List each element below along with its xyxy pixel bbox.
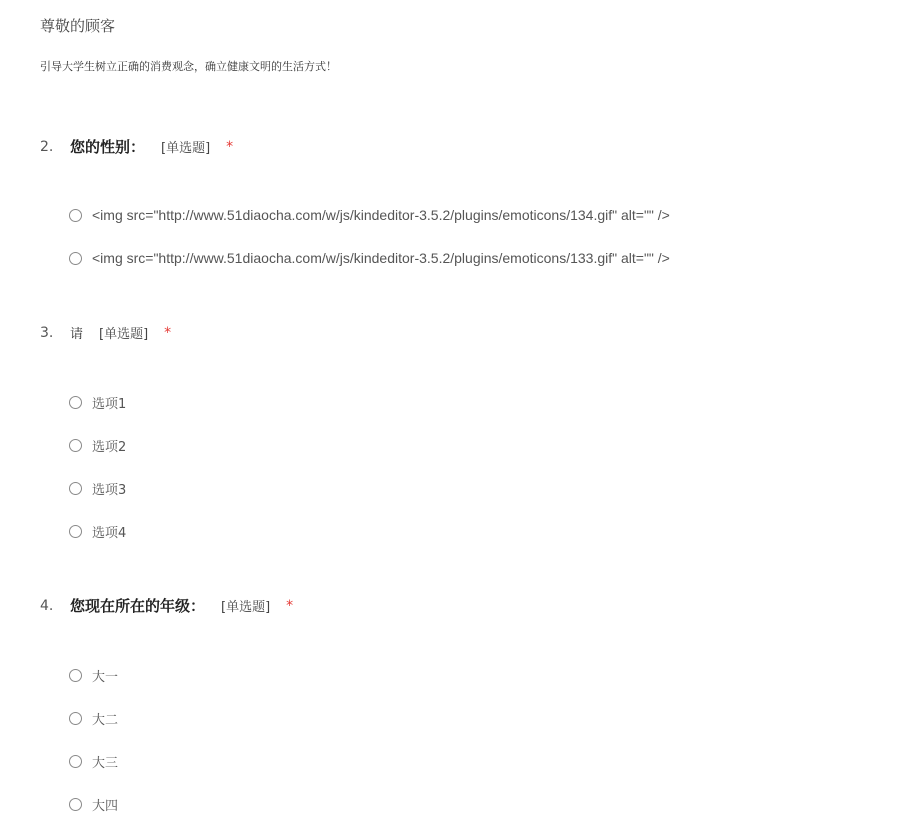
radio-button[interactable] (69, 209, 82, 222)
question-3-option-2[interactable] (69, 436, 126, 455)
option-label: <img src="http://www.51diaocha.com/w/js/kindeditor-3.5.2/plugins/emoticons/133.gif" alt="" /> (92, 250, 670, 266)
radio-button[interactable] (69, 482, 82, 495)
survey-intro: 引导大学生树立正确的消费观念，确立健康文明的生活方式！ (40, 60, 337, 73)
question-2-option-2[interactable] (69, 250, 670, 266)
option-label: <img src="http://www.51diaocha.com/w/js/kindeditor-3.5.2/plugins/emoticons/134.gif" alt="" /> (92, 207, 670, 223)
question-type-label: [单选题] (221, 600, 271, 615)
option-label: 选项4 (92, 526, 127, 541)
radio-button[interactable] (69, 525, 82, 538)
question-number: 2. (40, 138, 54, 155)
radio-button[interactable] (69, 755, 82, 768)
option-label: 大二 (92, 713, 119, 728)
option-label: 选项3 (92, 483, 127, 498)
required-mark: * (226, 138, 234, 155)
question-3-option-4[interactable] (69, 522, 126, 541)
radio-button[interactable] (69, 252, 82, 265)
question-4-option-2[interactable] (69, 709, 118, 728)
required-mark: * (164, 324, 172, 341)
question-number: 4. (40, 597, 54, 614)
radio-button[interactable] (69, 439, 82, 452)
radio-button[interactable] (69, 798, 82, 811)
survey-greeting: 尊敬的顾客 (40, 17, 116, 35)
option-label: 大三 (92, 756, 119, 771)
question-3-option-3[interactable] (69, 479, 126, 498)
option-label: 选项2 (92, 440, 127, 455)
question-2-header (40, 136, 233, 157)
option-label: 选项1 (92, 397, 127, 412)
question-type-label: [单选题] (161, 141, 211, 156)
question-3-header (40, 323, 171, 342)
question-4-option-3[interactable] (69, 752, 118, 771)
question-number: 3. (40, 324, 54, 341)
question-title: 您现在所在的年级： (70, 597, 206, 615)
question-4-option-1[interactable] (69, 666, 118, 685)
question-title: 请 (70, 327, 84, 342)
radio-button[interactable] (69, 396, 82, 409)
question-4-header (40, 595, 293, 616)
option-label: 大四 (92, 799, 119, 814)
radio-button[interactable] (69, 712, 82, 725)
option-label: 大一 (92, 670, 119, 685)
question-type-label: [单选题] (99, 327, 149, 342)
required-mark: * (286, 597, 294, 614)
question-4-option-4[interactable] (69, 795, 118, 814)
question-title: 您的性别： (70, 138, 146, 156)
question-3-option-1[interactable] (69, 393, 126, 412)
question-2-option-1[interactable] (69, 207, 670, 223)
radio-button[interactable] (69, 669, 82, 682)
